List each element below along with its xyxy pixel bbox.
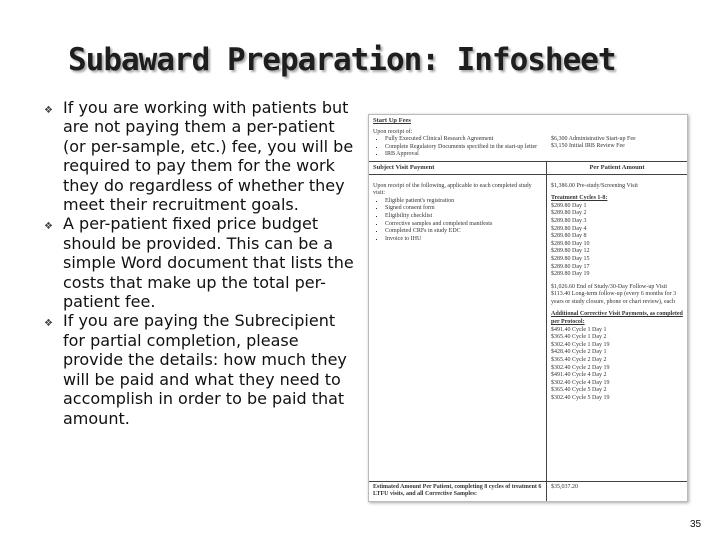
visit-payments (547, 175, 687, 481)
total-label: Estimated Amount Per Patient, completing 8 cycles of treatment 6 LTFU visits, and all Corrective Samples: (369, 482, 547, 501)
payment-line: $289.80 Day 15 (551, 255, 590, 262)
total-value: $35,037.20 (551, 483, 578, 490)
visit-row (369, 175, 687, 482)
startup-payments (547, 127, 687, 161)
startup-list (373, 136, 543, 159)
list-item: ▪ Complete Regulatory Documents specified in the start-up letter (385, 144, 543, 152)
payment-line: $491.40 Cycle 4 Day 2 (551, 372, 607, 379)
cycles-header: Treatment Cycles 1-8: (551, 195, 608, 202)
payment-line: $289.80 Day 1 (551, 202, 587, 209)
bullet-icon: ❖ (44, 105, 53, 116)
bullet-item (44, 98, 362, 214)
total-row (369, 482, 687, 501)
list-item: ▪ IRB Approval (385, 151, 543, 159)
bullet-text: If you are working with patients but are not paying them a per-patient (or per-sample, etc.) fee, you will be required to pay them for the work they do regardless of whether they meet their recruitment goals. (63, 98, 354, 215)
startup-intro: Upon receipt of: (373, 128, 413, 135)
startup-header-row (369, 115, 687, 127)
list-item: ▪ Invoice to IHU (385, 236, 542, 244)
bullet-icon: ❖ (44, 318, 53, 330)
payment-line: $289.80 Day 12 (551, 248, 590, 255)
bullet-icon: ❖ (44, 221, 53, 233)
visit-header-row (369, 162, 687, 175)
end-of-study-payment: $1,026.60 End of Study/30-Day Follow-up Visit (551, 283, 668, 290)
payment-line: $3,150 Initial IRB Review Fee (551, 143, 625, 150)
bullet-text: A per-patient fixed price budget should be provided. This can be a simple Word document that lists the costs that make up the total per-patient fee. (63, 214, 354, 312)
followup-payment: $113.40 Long-term follow-up (every 6 months for 3 years or study closure, phone or chart review), each (551, 291, 677, 305)
payment-line: $302.40 Cycle 2 Day 19 (551, 364, 610, 371)
payment-line: $289.80 Day 17 (551, 263, 590, 270)
bullet-item (44, 214, 362, 311)
bullet-item (44, 311, 362, 427)
corrective-header: Additional Corrective Visit Payments, as completed per Protocol: (551, 311, 683, 326)
payment-line: $289.80 Day 3 (551, 217, 587, 224)
startup-conditions (369, 127, 547, 161)
visit-conditions (369, 175, 547, 481)
budget-sheet (368, 114, 688, 502)
payment-line: $491.40 Cycle 1 Day 1 (551, 326, 607, 333)
bullet-text: If you are paying the Subrecipient for partial completion, please provide the details: how much they will be paid and what they need to accomplish in order to be paid that amount. (63, 311, 347, 428)
payment-line: $302.40 Cycle 1 Day 19 (551, 341, 610, 348)
visit-header-left: Subject Visit Payment (369, 162, 547, 174)
list-item: ▪ Eligible patient's registration (385, 198, 542, 206)
page-number: 35 (690, 519, 702, 530)
list-item: ▪ Signed consent form (385, 205, 542, 213)
payment-line: $289.80 Day 2 (551, 210, 587, 217)
startup-header: Start Up Fees (373, 117, 411, 124)
visit-header-right: Per Patient Amount (589, 163, 645, 171)
payment-line: $302.40 Cycle 4 Day 19 (551, 379, 610, 386)
payment-line: $302.40 Cycle 5 Day 19 (551, 395, 610, 401)
list-item: ▪ Eligibility checklist (385, 213, 542, 221)
payment-line: $6,300 Administrative Start-up Fee (551, 135, 636, 142)
payment-line: $289.80 Day 4 (551, 225, 587, 232)
payment-line: $289.80 Day 8 (551, 233, 587, 240)
list-item: ▪ Fully Executed Clinical Research Agreement (385, 136, 543, 144)
payment-line: $289.80 Day 10 (551, 240, 590, 247)
payment-line: $289.80 Day 19 (551, 271, 590, 278)
list-item: ▪ Corrective samples and completed manifests (385, 221, 542, 229)
list-item: ▪ Completed CRFs in study EDC (385, 228, 542, 236)
slide-title: Subaward Preparation: Infosheet (68, 42, 616, 78)
visit-intro: Upon receipt of the following, applicable to each completed study visit: (373, 182, 532, 197)
payment-line: $365.40 Cycle 5 Day 2 (551, 387, 607, 394)
startup-row (369, 127, 687, 162)
bullet-list (44, 98, 362, 428)
payment-line: $428.40 Cycle 2 Day 1 (551, 349, 607, 356)
visit-list (373, 198, 542, 244)
payment-line: $365.40 Cycle 1 Day 2 (551, 334, 607, 341)
screening-payment: $1,386.00 Pre-study/Screening Visit (551, 182, 638, 189)
payment-line: $365.40 Cycle 2 Day 2 (551, 357, 607, 364)
